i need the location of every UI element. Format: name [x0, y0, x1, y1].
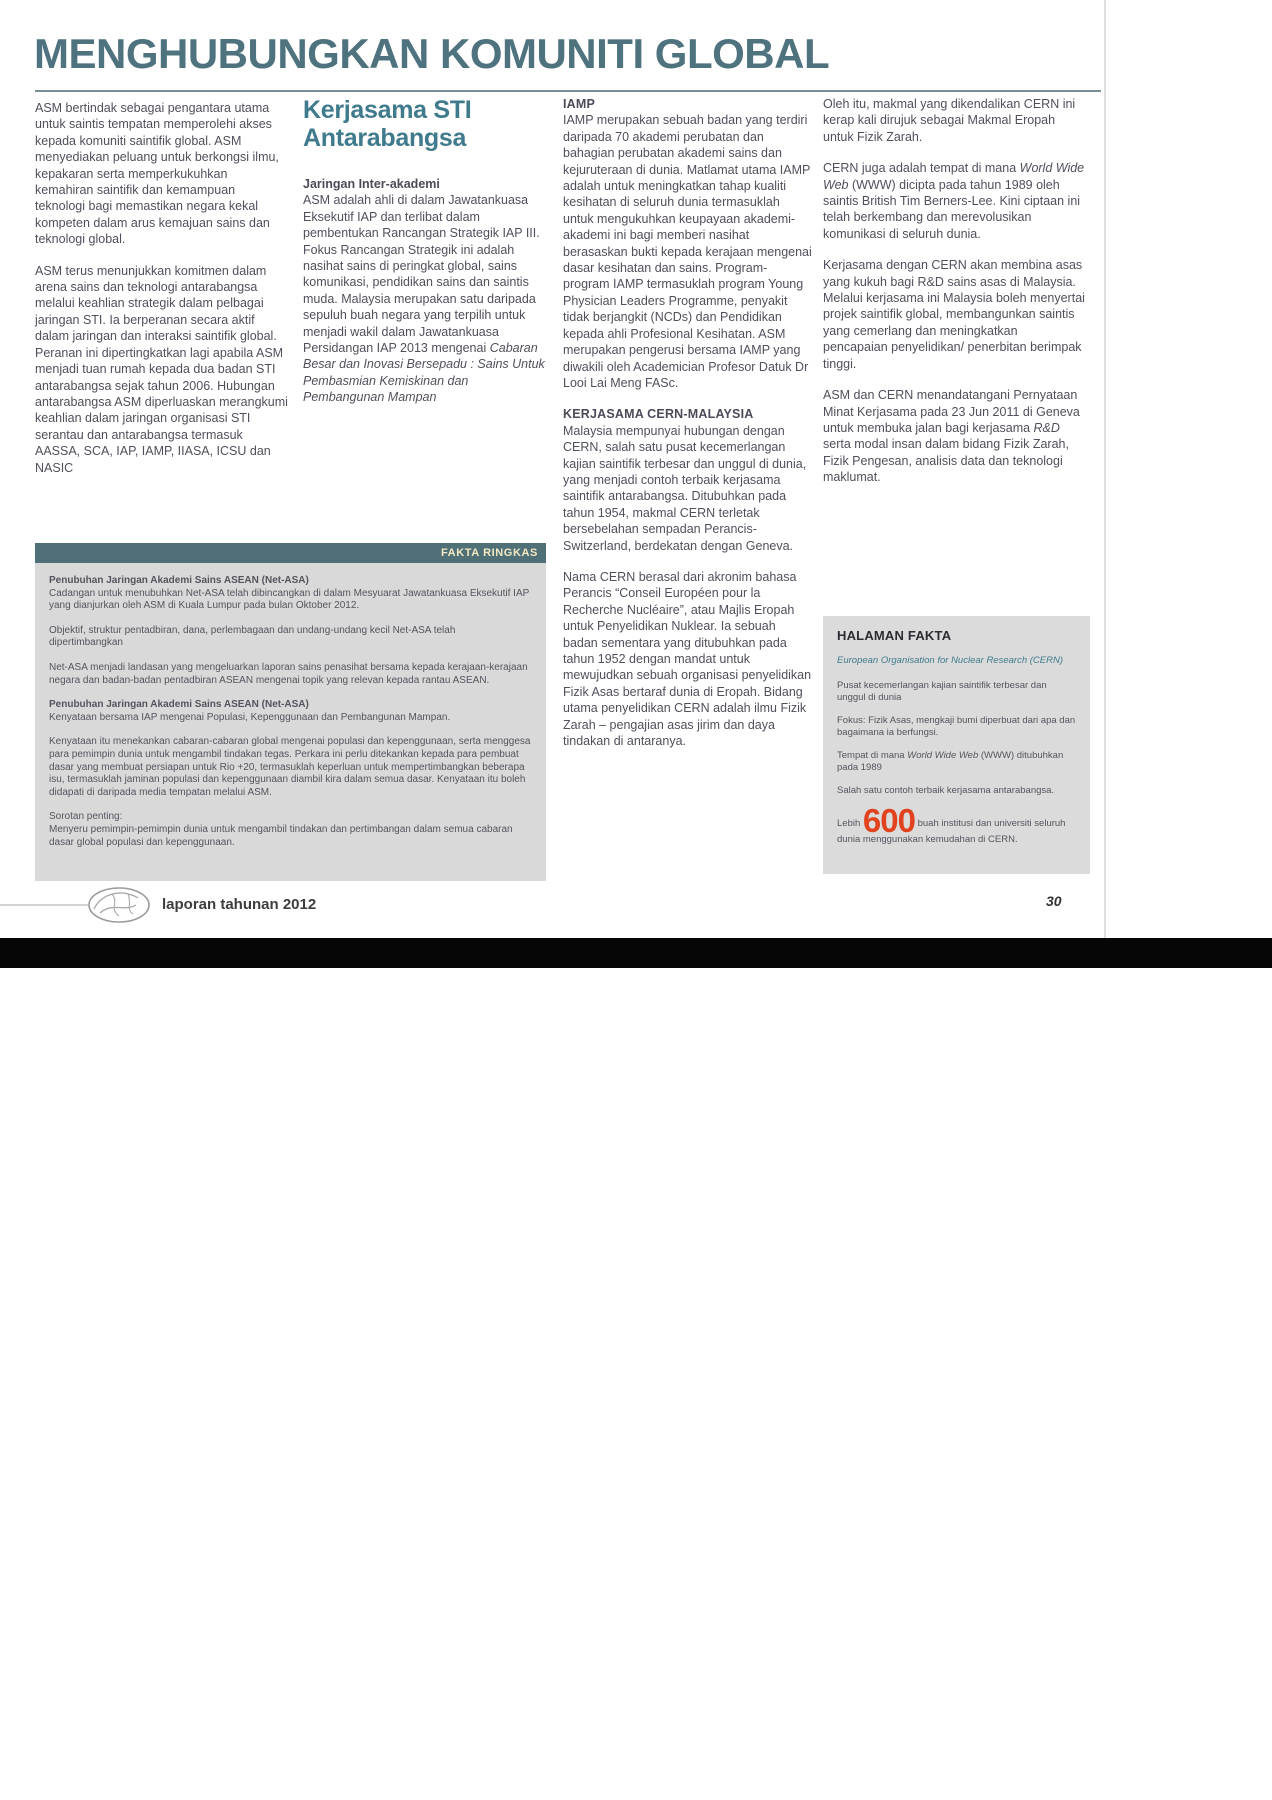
big-number-prefix: Lebih — [837, 818, 863, 829]
page-number: 30 — [1046, 893, 1062, 909]
report-title: laporan tahunan 2012 — [162, 896, 317, 913]
col4-p2-italic: World Wide Web — [823, 161, 1085, 192]
fact-title: Sorotan penting: — [49, 811, 123, 823]
big-number: 600 — [862, 802, 915, 839]
col4-paragraph-4 — [823, 387, 1085, 485]
footer-rule — [0, 904, 88, 906]
fact-item — [49, 575, 532, 613]
col2-paragraph — [303, 176, 546, 406]
title-rule — [35, 90, 1101, 92]
fact-text: Objektif, struktur pentadbiran, dana, perlembagaan dan undang-undang kecil Net-ASA telah dipertimbangkan — [49, 624, 456, 649]
fact-text: Kenyataan itu menekankan cabaran-cabaran global mengenai populasi dan kepenggunaan, serta menggesa para pemimpin dunia untuk mengambil tindakan tegas. Perkara ini perlu ditekankan kepada para pembuat dasar yang membuat persiapan untuk Rio +20, termasuklah keperluan untuk mempertimbangkan beberapa isu, termasuklah jaminan populasi dan kepenggunaan diambil kira dalam semua dasar. Kenyataan itu boleh didapati di daripada media tempatan melalui ASM. — [49, 736, 531, 798]
col2-body-italic: Cabaran Besar dan Inovasi Bersepadu : Sains Untuk Pembasmian Kemiskinan dan Pembangunan Mampan — [303, 341, 545, 405]
fact-title: Penubuhan Jaringan Akademi Sains ASEAN (Net-ASA) — [49, 699, 309, 711]
fact3-rest: (WWW) ditubuhkan pada 1989 — [837, 750, 1064, 773]
iamp-heading: IAMP — [563, 97, 596, 111]
asm-sketch-logo-icon — [86, 882, 152, 928]
fact-item — [49, 699, 532, 724]
fakta-ringkas-header-bar: FAKTA RINGKAS — [35, 543, 546, 563]
cern-malaysia-heading: KERJASAMA CERN-MALAYSIA — [563, 407, 754, 422]
col4-p2-rest: (WWW) dicipta pada tahun 1989 oleh saintis British Tim Berners-Lee. Kini ciptaan ini telah berkembang dan merevolusikan komunikasi di seluruh dunia. — [823, 177, 1081, 241]
fact-item — [49, 662, 532, 687]
subheading: Jaringan Inter-akademi — [303, 177, 440, 191]
fact-text: Kenyataan bersama IAP mengenai Populasi, Kepenggunaan dan Pembangunan Mampan. — [49, 711, 451, 723]
col2-body: ASM adalah ahli di dalam Jawatankuasa Eksekutif IAP dan terlibat dalam pembentukan Rancangan Strategik IAP III. Fokus Rancangan Strategik ini adalah nasihat sains di peringkat global, sains komunikasi, pendidikan sains dan saintis muda. Malaysia merupakan satu daripada sepuluh buah negara yang terpilih untuk menjadi wakil dalam Jawatankuasa Persidangan IAP 2013 mengenai — [303, 193, 540, 356]
fact3-text: Tempat di mana — [837, 750, 908, 761]
page-title: MENGHUBUNGKAN KOMUNITI GLOBAL — [34, 30, 830, 77]
col4-paragraph-3: Kerjasama dengan CERN akan membina asas yang kukuh bagi R&D sains asas di Malaysia. Melalui kerjasama ini Malaysia boleh menyertai projek saintifik global, membangunkan saintis yang cemerlang dan meningkatkan pencapaian penyelidikan/ penerbitan berimpak tinggi. — [823, 258, 1085, 371]
column-4 — [823, 96, 1085, 501]
fact-text: Menyeru pemimpin-pemimpin dunia untuk mengambil tindakan dan pertimbangan dalam semua cabaran dasar global populasi dan kepenggunaan. — [49, 823, 513, 848]
big-number-suffix: buah institusi dan universiti seluruh dunia menggunakan kemudahan di CERN. — [837, 818, 1066, 845]
col4-paragraph-2 — [823, 160, 1085, 242]
col1-paragraph-2: ASM terus menunjukkan komitmen dalam arena sains dan teknologi antarabangsa melalui keahlian strategik dalam pelbagai jaringan STI. Ia berperanan secara aktif dalam jaringan dan interaksi saintifik global. Peranan ini dipertingkatkan lagi apabila ASM menjadi tuan rumah kepada dua badan STI antarabangsa sejak tahun 2006. Hubungan antarabangsa ASM diperluaskan merangkumi keahlian dalam jaringan organisasi STI serantau dan antarabangsa termasuk AASSA, SCA, IAP, IAMP, IIASA, ICSU dan NASIC — [35, 263, 288, 475]
halaman-fakta-subtitle: European Organisation for Nuclear Research (CERN) — [837, 655, 1063, 666]
col1-paragraph-1: ASM bertindak sebagai pengantara utama untuk saintis tempatan memperolehi akses kepada komuniti saintifik global. ASM menyediakan peluang untuk berkongsi ilmu, kepakaran serta memperkukuhkan kemahiran saintifik dan kemampuan teknologi bagi memastikan negara kekal kompeten dalam arus kemajuan sains dan teknologi global. — [35, 101, 279, 247]
halaman-fact-3 — [837, 750, 1076, 774]
halaman-fact-big-number-line — [837, 802, 1076, 846]
fact-text: Net-ASA menjadi landasan yang mengeluarkan laporan sains penasihat bersama kepada kerajaan-kerajaan negara dan badan-badan pentadbiran ASEAN mengenai topik yang relevan kepada rantau ASEAN. — [49, 661, 528, 686]
fact-item — [49, 625, 532, 650]
col4-p4-italic: R&D — [1033, 420, 1060, 435]
col4-p2-text: CERN juga adalah tempat di mana — [823, 161, 1020, 176]
fact3-italic: World Wide Web — [907, 750, 979, 761]
halaman-fact-1: Pusat kecemerlangan kajian saintifik terbesar dan unggul di dunia — [837, 680, 1047, 703]
fact-text: Cadangan untuk menubuhkan Net-ASA telah dibincangkan di dalam Mesyuarat Jawatankuasa Eksekutif IAP yang dianjurkan oleh ASM di Kuala Lumpur pada bulan Oktober 2012. — [49, 587, 530, 612]
col4-p4-text: ASM dan CERN menandatangani Pernyataan Minat Kerjasama pada 23 Jun 2011 di Geneva untuk membuka jalan bagi kerjasama — [823, 388, 1080, 435]
halaman-fakta-header: HALAMAN FAKTA — [837, 628, 952, 643]
column-2 — [303, 96, 546, 421]
bottom-black-bar — [0, 938, 1272, 968]
fact-item — [49, 736, 532, 799]
page-edge-shadow — [1104, 0, 1106, 938]
halaman-fact-2: Fokus: Fizik Asas, mengkaji bumi diperbuat dari apa dan bagaimana ia berfungsi. — [837, 715, 1076, 738]
fakta-ringkas-box — [35, 563, 546, 881]
col4-p4-rest: serta modal insan dalam bidang Fizik Zarah, Fizik Pengesan, analisis data dan teknologi maklumat. — [823, 437, 1069, 485]
section-heading: Kerjasama STI Antarabangsa — [303, 96, 472, 152]
column-3 — [563, 96, 812, 764]
fact-title: Penubuhan Jaringan Akademi Sains ASEAN (Net-ASA) — [49, 575, 309, 586]
col3-paragraph-2: Malaysia mempunyai hubungan dengan CERN, salah satu pusat kecemerlangan kajian saintifik terbesar dan unggul di dunia, yang menjadi contoh terbaik kerjasama saintifik antarabangsa. Ditubuhkan pada tahun 1954, makmal CERN terletak bersebelahan sempadan Perancis-Switzerland, berdekatan dengan Geneva. — [563, 423, 807, 553]
column-1 — [35, 100, 288, 491]
col3-paragraph-1: IAMP merupakan sebuah badan yang terdiri daripada 70 akademi perubatan dan bahagian perubatan akademi sains dan kejuruteraan di dunia. Matlamat utama IAMP adalah untuk meningkatkan tahap kualiti kesihatan di seluruh dunia termasuklah untuk mengukuhkan keupayaan akademi-akademi ini bagi memberi nasihat berasaskan bukti kepada kerajaan mengenai dasar kesihatan dan sains. Program-program IAMP termasuklah program Young Physician Leaders Programme, penyakit tidak berjangkit (NCDs) dan Pendidikan kepada ahli Profesional Kesihatan. ASM merupakan pengerusi bersama IAMP yang diwakili oleh Academician Profesor Datuk Dr Looi Lai Meng FASc. — [563, 113, 812, 390]
col3-paragraph-3: Nama CERN berasal dari akronim bahasa Perancis “Conseil Européen pour la Recherche Nucléaire”, atau Majlis Eropah untuk Penyelidikan Nuklear. Ia sebuah badan sementara yang ditubuhkan pada tahun 1952 dengan mandat untuk mewujudkan sebuah organisasi penyelidikan Fizik Asas bertaraf dunia di Eropah. Bidang utama penyelidikan CERN adalah ilmu Fizik Zarah – pengajian asas jirim dan daya tindakan di antaranya. — [563, 569, 812, 749]
halaman-fakta-box — [823, 616, 1090, 874]
col4-paragraph-1: Oleh itu, makmal yang dikendalikan CERN ini kerap kali dirujuk sebagai Makmal Eropah untuk Fizik Zarah. — [823, 97, 1076, 144]
fact-item — [49, 811, 532, 849]
halaman-fact-4: Salah satu contoh terbaik kerjasama antarabangsa. — [837, 785, 1055, 796]
